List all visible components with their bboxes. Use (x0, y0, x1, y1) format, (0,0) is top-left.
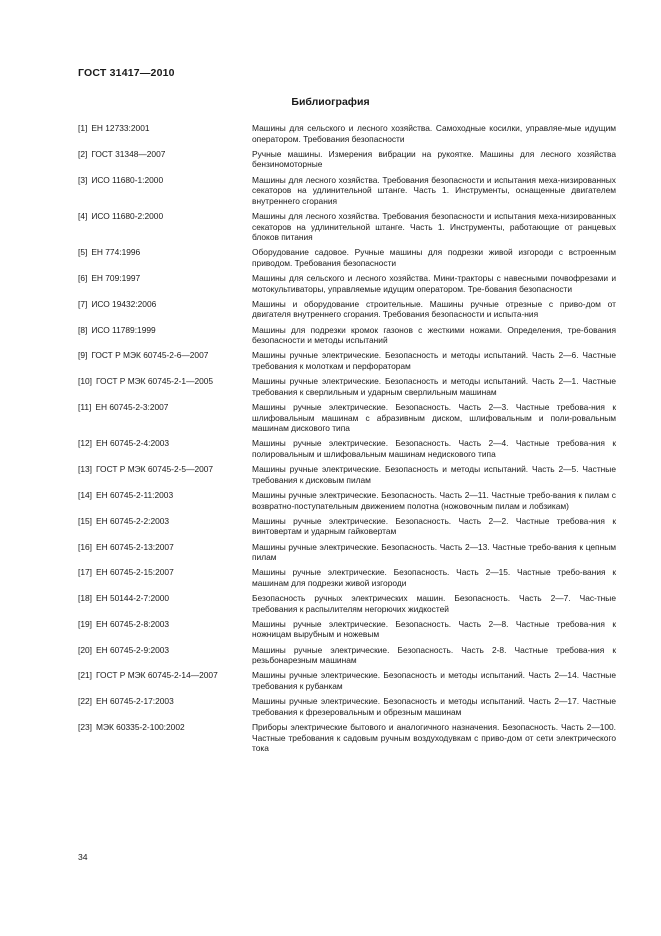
page-number: 34 (78, 852, 88, 862)
entry-reference (78, 247, 252, 268)
entry-number: [16] (78, 541, 92, 552)
entry-reference (78, 211, 252, 243)
entry-description: Машины ручные электрические. Безопасность и методы испытаний. Часть 2—5. Частные требования к дисковым пилам (252, 464, 616, 485)
bibliography-entry (78, 247, 616, 268)
entry-reference (78, 325, 252, 346)
entry-code: МЭК 60335-2-100:2002 (95, 721, 185, 732)
entry-reference (78, 438, 252, 459)
entry-reference (78, 123, 252, 144)
entry-code: ГОСТ Р МЭК 60745-2-5—2007 (95, 464, 214, 475)
entry-description: Машины ручные электрические. Безопасность. Часть 2—3. Частные требова-ния к шлифовальным машинам с абразивным диском, шлифовальным и поли-ровальным машинам дискового типа (252, 402, 616, 434)
entry-reference (78, 350, 252, 371)
entry-code: ЕН 60745-2-9:2003 (95, 644, 170, 655)
bibliography-entry (78, 619, 616, 640)
entry-number: [3] (78, 174, 88, 185)
entry-number: [15] (78, 515, 92, 526)
entry-description: Машины и оборудование строительные. Машины ручные отрезные с приво-дом от двигателя внутреннего сгорания. Требования безопасности и испыта-ния (252, 298, 616, 320)
bibliography-entry (78, 645, 616, 666)
entry-description: Машины ручные электрические. Безопасность. Часть 2—15. Частные требо-вания к машинам для подрезки живой изгороди (252, 567, 616, 588)
entry-reference (78, 273, 252, 294)
bibliography-entry (78, 696, 616, 717)
entry-reference (78, 645, 252, 666)
bibliography-entry (78, 325, 616, 346)
entry-number: [8] (78, 324, 88, 335)
entry-reference (78, 670, 252, 691)
entry-number: [20] (78, 644, 92, 655)
entry-reference (78, 464, 252, 485)
entry-code: ЕН 60745-2-3:2007 (95, 402, 169, 412)
entry-code: ЕН 60745-2-15:2007 (95, 567, 174, 578)
entry-code: ГОСТ Р МЭК 60745-2-14—2007 (95, 670, 218, 681)
entry-code: ГОСТ Р МЭК 60745-2-1—2005 (95, 376, 214, 387)
entry-description: Приборы электрические бытового и аналогичного назначения. Безопасность. Часть 2—100. Частные требования к садовым ручным воздуходувкам с приво-дом от сети электрического тока (252, 721, 616, 754)
entry-description: Машины ручные электрические. Безопасность. Часть 2—8. Частные требова-ния к ножницам вырубным и ножевым (252, 618, 616, 640)
entry-number: [1] (78, 123, 88, 133)
entry-reference (78, 402, 252, 434)
entry-description: Оборудование садовое. Ручные машины для подрезки живой изгороди с встроенным приводом. Требования безопасности (252, 247, 616, 268)
entry-reference (78, 299, 252, 320)
bibliography-entry (78, 149, 616, 170)
bibliography-entry (78, 567, 616, 588)
entry-reference (78, 567, 252, 588)
entry-number: [10] (78, 376, 92, 387)
entry-reference (78, 149, 252, 170)
bibliography-entry (78, 490, 616, 511)
entry-reference (78, 542, 252, 563)
entry-description: Машины ручные электрические. Безопасность и методы испытаний. Часть 2—17. Частные требования к фрезеровальным и обрезным машинам (252, 696, 616, 717)
bibliography-entry (78, 123, 616, 144)
entry-description: Ручные машины. Измерения вибрации на рукоятке. Машины для лесного хозяйства бензиномоторные (252, 148, 616, 170)
entry-description: Машины для сельского и лесного хозяйства. Мини-тракторы с навесными почвофрезами и мотокультиваторы, управляемые идущим оператором. Тре-бования безопасности (252, 273, 616, 294)
bibliography-entry (78, 670, 616, 691)
entry-description: Машины для лесного хозяйства. Требования безопасности и испытания меха-низированных секаторов на удлинительной штанге. Часть 1. Инструменты, оснащенные двигателем внутреннего сгорания (252, 174, 616, 206)
bibliography-entry (78, 593, 616, 614)
entry-description: Машины ручные электрические. Безопасность и методы испытаний. Часть 2—1. Частные требования к сверлильным и ударным сверлильным машинам (252, 376, 616, 397)
entry-code: ИСО 11680-1:2000 (91, 174, 164, 185)
entry-number: [17] (78, 567, 92, 578)
entry-reference (78, 696, 252, 717)
bibliography-entry (78, 273, 616, 294)
entry-code: ИСО 11789:1999 (91, 324, 156, 335)
entry-number: [19] (78, 618, 92, 629)
entry-reference (78, 619, 252, 640)
bibliography-entry (78, 350, 616, 371)
entry-reference (78, 593, 252, 614)
bibliography-entry (78, 402, 616, 434)
entry-reference (78, 516, 252, 537)
entry-number: [6] (78, 273, 88, 284)
entry-code: ЕН 60745-2-4:2003 (95, 438, 170, 449)
entry-description: Машины ручные электрические. Безопасность. Часть 2—13. Частные требо-вания к цепным пилам (252, 541, 616, 563)
entry-number: [23] (78, 721, 92, 732)
bibliography-entry (78, 542, 616, 563)
entry-description: Машины для подрезки кромок газонов с жесткими ножами. Определения, тре-бования безопасности и методы испытаний (252, 324, 616, 346)
entry-code: ИСО 11680-2:2000 (91, 210, 164, 221)
entry-code: ЕН 60745-2-17:2003 (95, 696, 174, 707)
bibliography-entry (78, 516, 616, 537)
entry-code: ЕН 12733:2001 (91, 123, 150, 133)
entry-code: ЕН 60745-2-13:2007 (95, 541, 174, 552)
entry-number: [5] (78, 247, 88, 258)
entry-number: [4] (78, 210, 88, 221)
bibliography-entry (78, 299, 616, 320)
entry-number: [2] (78, 148, 88, 159)
standard-header: ГОСТ 31417—2010 (78, 67, 175, 79)
entry-reference (78, 175, 252, 207)
entry-number: [11] (78, 402, 92, 412)
entry-description: Машины ручные электрические. Безопасность и методы испытаний. Часть 2—6. Частные требования к молоткам и перфораторам (252, 350, 616, 372)
section-title: Библиография (291, 96, 370, 108)
bibliography-entry (78, 438, 616, 459)
entry-number: [22] (78, 696, 92, 707)
entry-code: ЕН 60745-2-2:2003 (95, 515, 170, 526)
entry-number: [9] (78, 350, 88, 361)
entry-description: Машины ручные электрические. Безопасность и методы испытаний. Часть 2—14. Частные требования к рубанкам (252, 670, 616, 691)
entry-number: [7] (78, 298, 88, 309)
entry-description: Машины для лесного хозяйства. Требования безопасности и испытания меха-низированных секаторов на удлинительной штанге. Часть 1. Инструменты, работающие от ранцевых блоков питания (252, 210, 616, 243)
bibliography-entry (78, 464, 616, 485)
bibliography-entry (78, 722, 616, 754)
entry-description: Машины ручные электрические. Безопасность. Часть 2—2. Частные требова-ния к винтовертам и ударным гайковертам (252, 515, 616, 537)
entry-description: Машины ручные электрические. Безопасность. Часть 2-8. Частные требова-ния к резьбонарезным машинам (252, 644, 616, 666)
bibliography-entry (78, 211, 616, 243)
entry-code: ГОСТ 31348—2007 (91, 148, 166, 159)
entry-code: ЕН 60745-2-8:2003 (95, 618, 170, 629)
entry-code: ГОСТ Р МЭК 60745-2-6—2007 (91, 350, 209, 361)
entry-code: ИСО 19432:2006 (91, 298, 157, 309)
entry-code: ЕН 60745-2-11:2003 (95, 489, 174, 500)
entry-reference (78, 376, 252, 397)
bibliography-list (78, 123, 616, 758)
entry-description: Машины ручные электрические. Безопасность. Часть 2—11. Частные требо-вания к пилам с возвратно-поступательным движением полотна (ножовочным пилам и лобзикам) (252, 489, 616, 511)
entry-number: [12] (78, 438, 92, 449)
entry-code: ЕН 50144-2-7:2000 (95, 593, 170, 604)
entry-number: [21] (78, 670, 92, 681)
entry-description: Машины для сельского и лесного хозяйства. Самоходные косилки, управляе-мые идущим оператором. Требования безопасности (252, 123, 616, 144)
entry-reference (78, 722, 252, 754)
entry-code: ЕН 709:1997 (91, 273, 141, 284)
entry-description: Машины ручные электрические. Безопасность. Часть 2—4. Частные требова-ния к полировальным и шлифовальным машинам недискового типа (252, 438, 616, 459)
bibliography-entry (78, 376, 616, 397)
entry-number: [14] (78, 489, 92, 500)
entry-number: [18] (78, 593, 92, 604)
entry-code: ЕН 774:1996 (91, 247, 141, 258)
entry-number: [13] (78, 464, 92, 475)
entry-reference (78, 490, 252, 511)
bibliography-entry (78, 175, 616, 207)
entry-description: Безопасность ручных электрических машин. Безопасность. Часть 2—7. Час-тные требования к распылителям негорючих жидкостей (252, 593, 616, 614)
